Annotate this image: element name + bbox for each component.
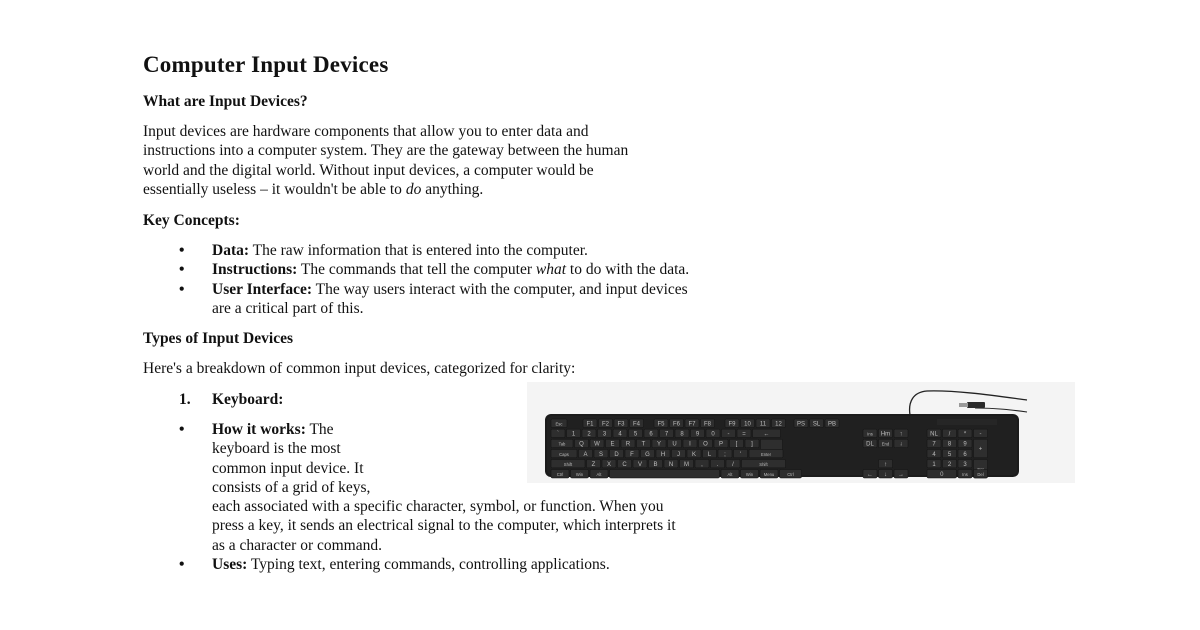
svg-text:F2: F2 [601,421,610,428]
svg-text:9: 9 [695,431,700,438]
term-how-it-works: How it works: [212,421,306,438]
svg-text:10: 10 [744,421,751,428]
svg-text:F5: F5 [657,421,665,428]
svg-text:M: M [684,461,689,468]
svg-text:6: 6 [963,451,967,458]
svg-text:←: ← [867,471,873,478]
svg-text:SL: SL [812,421,821,428]
svg-text:,: , [701,461,703,468]
svg-text:DL: DL [866,441,874,448]
svg-text:R: R [625,441,631,448]
svg-text:W: W [594,441,600,448]
svg-text:0: 0 [940,471,944,478]
svg-text:Ctrl: Ctrl [787,471,794,477]
item-number: 1. [179,391,191,408]
list-item-instructions [143,260,689,279]
definition-uses: Typing text, entering commands, controlling applications. [247,556,610,574]
how-it-works-line-7 [143,536,676,555]
svg-text:Alt: Alt [596,471,602,477]
svg-text:Z: Z [591,461,596,468]
svg-text:.: . [716,461,719,468]
page-title: Computer Input Devices [143,52,389,77]
svg-text:J: J [677,451,680,458]
svg-text:8: 8 [947,441,952,448]
definition-user-interface: The way users interact with the computer, and input devices [312,280,688,298]
how-it-works-text-6: press a key, it sends an electrical signal to the computer, which interprets it [212,517,676,535]
svg-text:F8: F8 [703,421,712,428]
svg-text:F1: F1 [586,421,594,428]
svg-text:B: B [653,461,658,468]
definition-user-interface-continued: are a critical part of this. [212,299,364,317]
svg-text:P: P [718,441,724,448]
svg-text:A: A [583,451,588,458]
intro-line-1: Input devices are hardware components that allow you to enter data and [143,123,589,140]
keyboard-image [527,382,1075,483]
svg-text:3: 3 [963,461,967,468]
svg-text:Tab: Tab [558,441,566,447]
svg-text:H: H [660,451,666,458]
svg-text:6: 6 [649,431,653,438]
how-it-works-line-6 [143,516,676,535]
svg-text:5: 5 [947,451,952,458]
svg-text:C: C [622,461,627,468]
svg-text:Win: Win [745,471,754,477]
svg-text:Alt: Alt [727,471,733,477]
svg-text:1: 1 [571,431,576,438]
bullet-icon: • [179,242,185,259]
intro-line-4-end: anything. [421,180,484,198]
svg-text:K: K [691,451,697,458]
how-it-works-text-5: each associated with a specific character, symbol, or function. When you [212,498,664,516]
svg-text:Ctrl: Ctrl [556,471,564,477]
svg-text:Q: Q [579,441,584,448]
svg-text:Shift: Shift [759,461,768,467]
svg-text:Caps: Caps [559,451,569,457]
list-item-data [143,241,689,260]
intro-line-3: world and the digital world. Without input devices, a computer would be [143,161,594,179]
svg-text:7: 7 [664,431,669,438]
svg-text:V: V [637,461,643,468]
svg-text:U: U [672,441,677,448]
svg-text:E: E [610,441,615,448]
svg-text:D: D [614,451,619,458]
intro-line-4 [143,180,1023,199]
keyboard-illustration [527,382,1075,483]
svg-text:5: 5 [633,431,638,438]
svg-text:↓: ↓ [899,441,903,448]
item-label-keyboard: Keyboard: [212,391,284,408]
svg-text:↑: ↑ [899,431,903,438]
svg-text:F7: F7 [688,421,696,428]
bullet-icon: • [179,280,185,298]
term-data: Data: [212,242,250,259]
svg-text:7: 7 [932,441,936,448]
svg-text:/: / [732,461,734,468]
svg-text:→: → [898,471,904,478]
svg-text:End: End [881,441,890,447]
svg-text:4: 4 [932,451,936,458]
definition-instructions-end: to do with the data. [566,261,690,279]
how-it-works-text-2: keyboard is the most [212,440,341,458]
bullet-icon: • [179,556,185,574]
svg-text:PS: PS [796,421,806,428]
svg-text:[: [ [735,441,738,448]
how-it-works-text-7: as a character or command. [212,536,382,554]
svg-text:': ' [739,451,742,458]
svg-text:/: / [948,431,951,438]
svg-text:←: ← [763,431,770,438]
svg-text:O: O [703,441,708,448]
svg-text:*: * [963,431,967,438]
numbered-item-keyboard [179,391,283,409]
svg-text:F9: F9 [728,421,736,428]
svg-text:2: 2 [587,431,591,438]
list-item-uses [143,555,676,574]
svg-text:+: + [978,446,983,453]
svg-text:;: ; [724,451,726,458]
definition-instructions: The commands that tell the computer [297,261,536,279]
svg-text:4: 4 [618,431,622,438]
svg-text:L: L [707,451,712,458]
term-uses: Uses: [212,556,248,574]
svg-text:0: 0 [711,431,715,438]
svg-text:=: = [742,431,746,438]
svg-text:1: 1 [932,461,936,468]
svg-text:N: N [668,461,674,468]
how-it-works-line-5 [143,497,676,516]
svg-text:Ins: Ins [962,471,968,477]
how-it-works-text-3: common input device. It [212,459,364,477]
svg-text:Shift: Shift [563,461,573,467]
term-instructions: Instructions: [212,261,298,279]
how-it-works-text-4: consists of a grid of keys, [212,478,371,496]
section-heading-key-concepts: Key Concepts: [143,212,240,229]
intro-line-2: instructions into a computer system. They are the gateway between the human [143,142,629,160]
svg-text:F4: F4 [632,421,641,428]
bullet-icon: • [179,261,185,279]
svg-text:T: T [641,441,646,448]
svg-text:Win: Win [575,471,584,477]
emphasis-what: what [535,261,567,279]
section-heading-what-are-input-devices: What are Input Devices? [143,93,308,110]
svg-text:PB: PB [827,421,837,428]
svg-text:-: - [727,431,730,438]
how-it-works-line-1: The [305,421,334,438]
svg-text:Del: Del [977,471,984,477]
svg-text:↓: ↓ [884,471,887,478]
svg-text:Enter: Enter [760,451,772,457]
svg-text:↑: ↑ [884,461,887,468]
section-heading-types: Types of Input Devices [143,330,293,347]
intro-line-4-text: essentially useless – it wouldn't be able to [143,180,406,198]
svg-text:]: ] [751,441,753,448]
types-intro-text: Here's a breakdown of common input devices, categorized for clarity: [143,360,576,377]
svg-text:2: 2 [947,461,952,468]
svg-text:8: 8 [680,431,684,438]
svg-text:11: 11 [759,421,767,428]
svg-text:Menu: Menu [763,471,775,477]
svg-text:`: ` [557,431,559,438]
list-item-user-interface [143,280,689,299]
svg-text:Esc: Esc [555,421,563,427]
svg-text:12: 12 [775,421,782,428]
svg-text:9: 9 [963,441,967,448]
svg-text:Hm: Hm [880,431,891,438]
svg-text:3: 3 [602,431,607,438]
svg-text:S: S [598,451,604,458]
svg-text:-: - [979,431,982,438]
svg-text:F: F [630,451,634,458]
intro-paragraph [143,122,1023,199]
svg-text:I: I [689,441,691,448]
definition-data: The raw information that is entered into the computer. [249,242,588,259]
svg-text:X: X [606,461,612,468]
svg-text:F6: F6 [672,421,681,428]
svg-text:G: G [645,451,650,458]
svg-text:NL: NL [930,431,938,438]
svg-text:Ins: Ins [867,431,873,437]
emphasis-do: do [405,180,422,198]
svg-text:Y: Y [656,441,662,448]
bullet-icon: • [179,421,185,438]
svg-text:F3: F3 [617,421,625,428]
list-item-user-interface-continued [143,299,689,318]
types-intro [143,359,1023,378]
term-user-interface: User Interface: [212,280,312,298]
key-concepts-list [143,241,689,318]
